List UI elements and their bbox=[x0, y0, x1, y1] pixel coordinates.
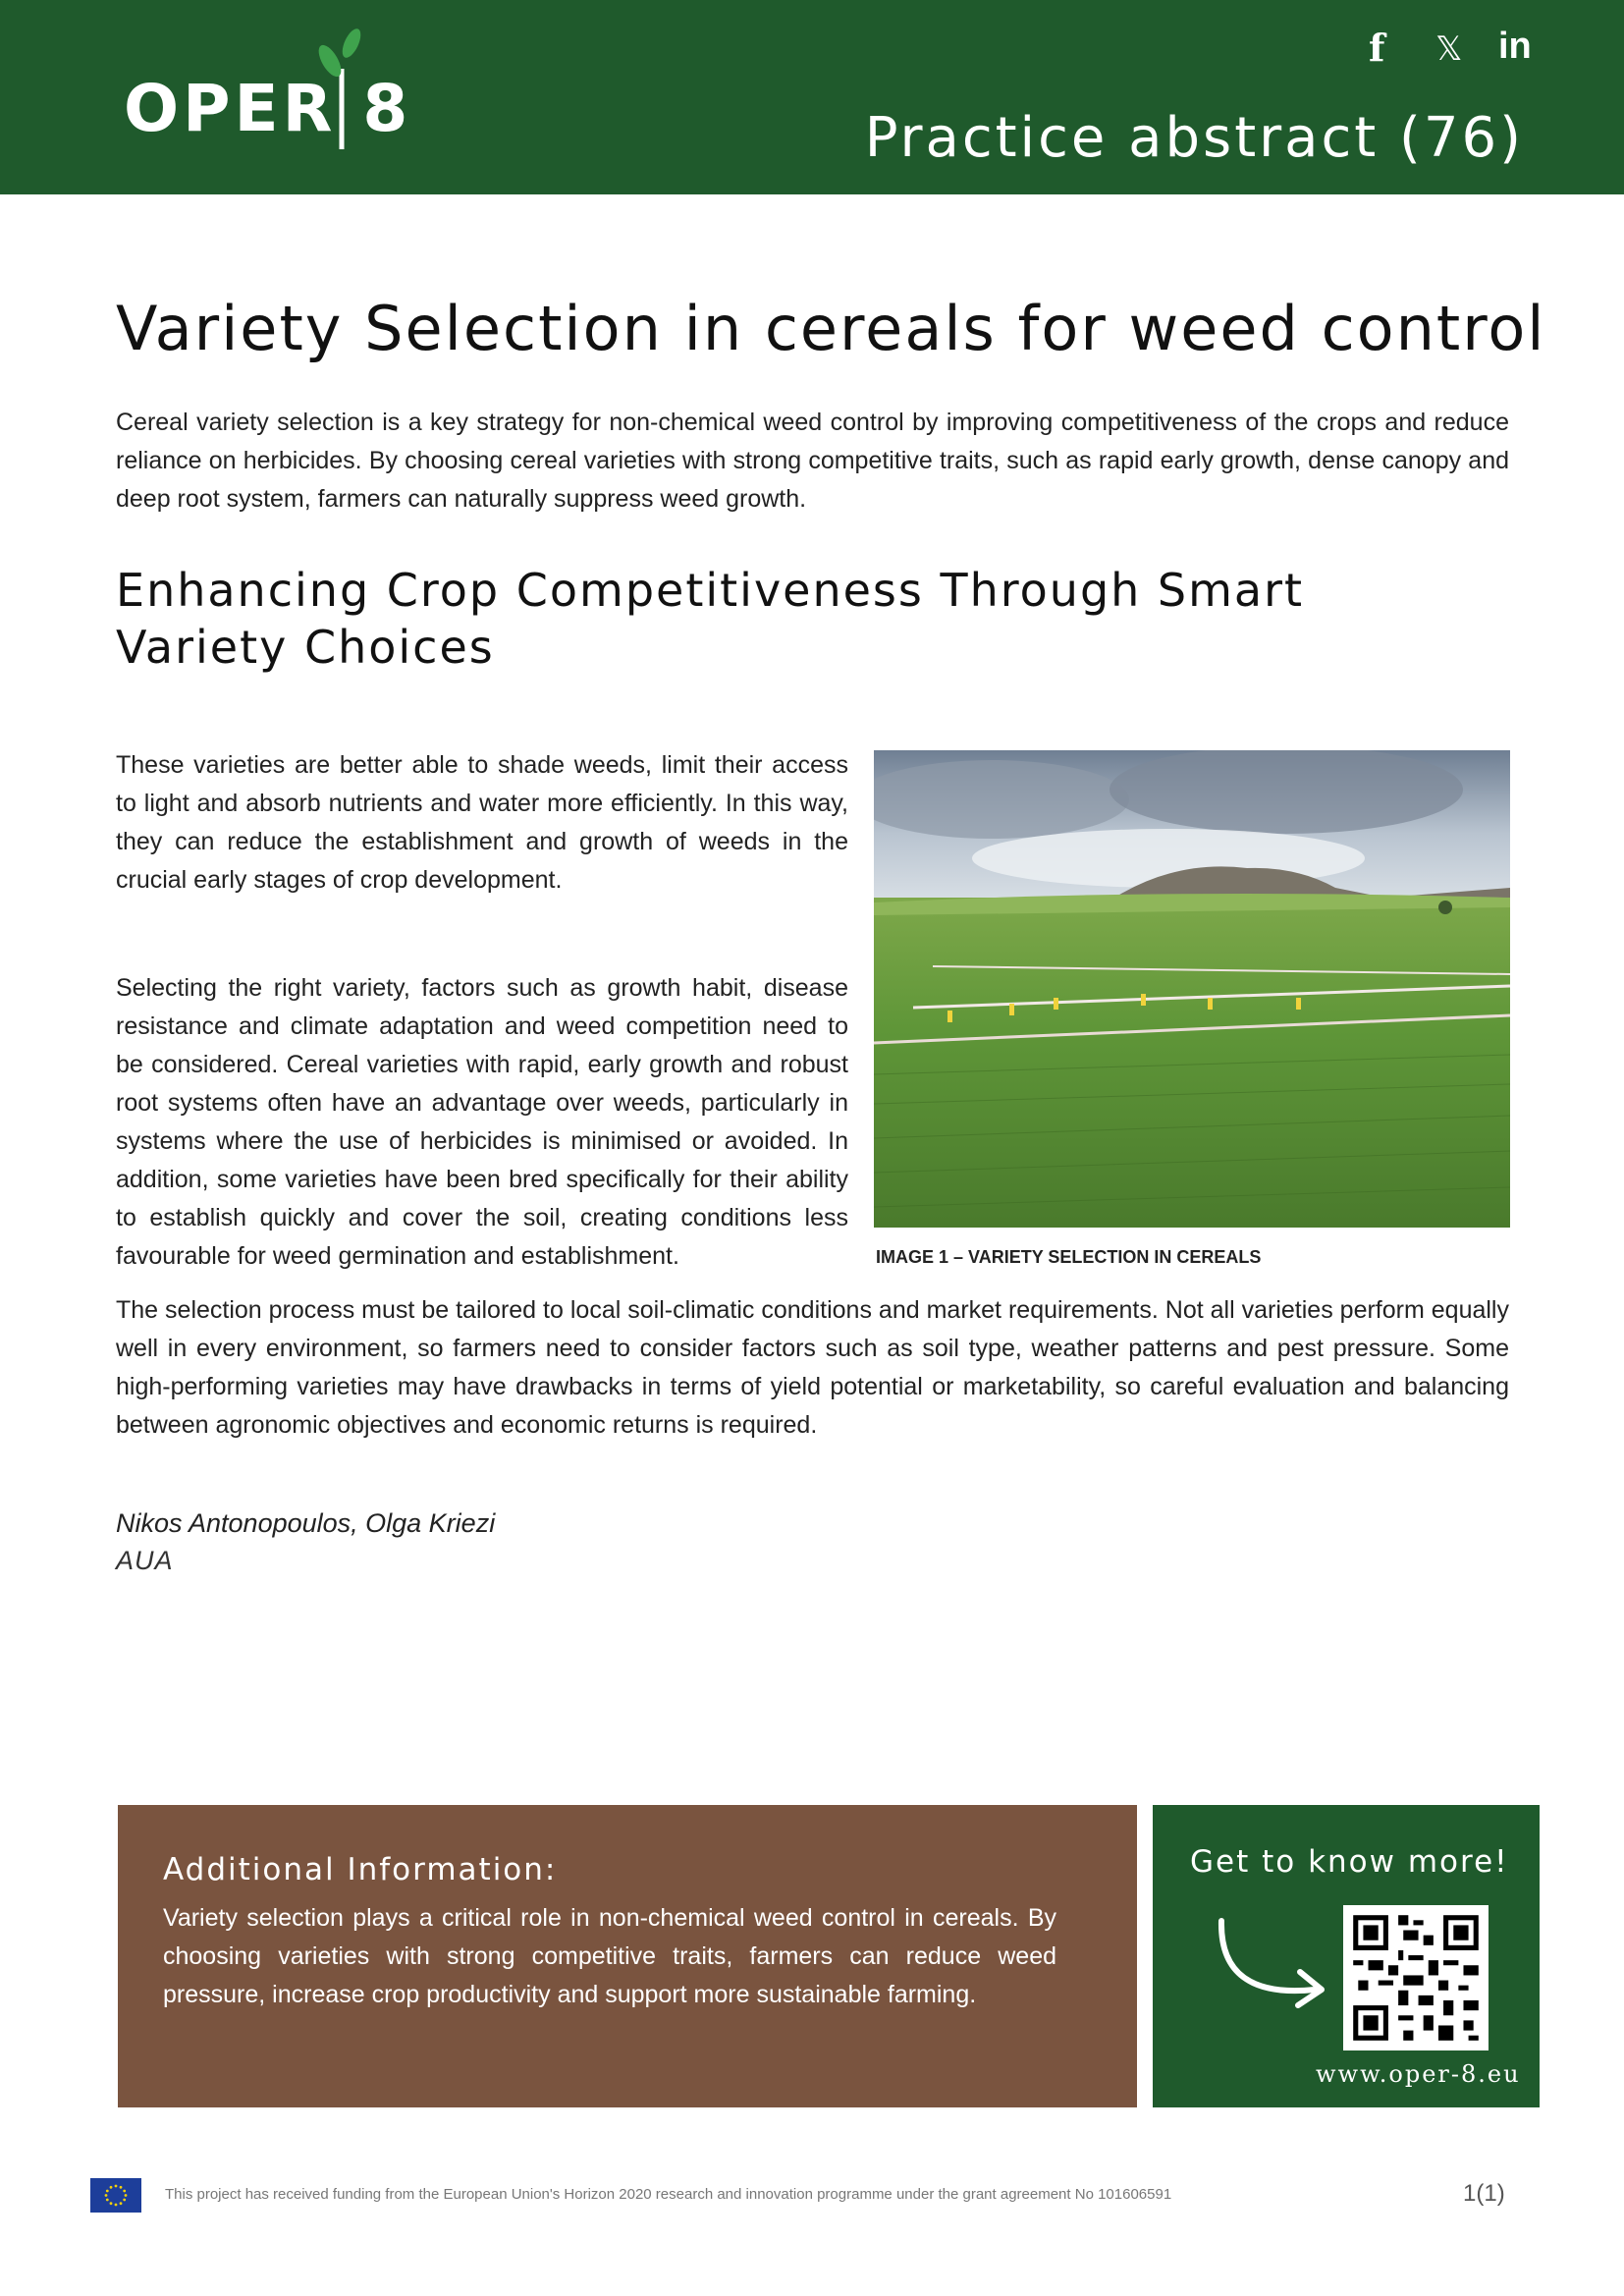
body-paragraph-2: Selecting the right variety, factors such as growth habit, disease resistance and climate adaptation and weed competition need to be considered. Cereal varieties with rapid, early growth and robust root systems often have an advantage over weeds, particularly in systems where the use of herbicides is minimised or avoided. In addition, some varieties have been bred specifically for their ability to establish quickly and cover the soil, creating conditions less favourable for weed germination and establishment. bbox=[116, 974, 848, 1270]
qr-code[interactable] bbox=[1343, 1905, 1489, 2050]
website-link[interactable]: www.oper-8.eu bbox=[1316, 2060, 1521, 2088]
facebook-icon[interactable]: f bbox=[1369, 26, 1385, 70]
page-number: 1(1) bbox=[1463, 2180, 1505, 2207]
linkedin-icon[interactable]: in bbox=[1498, 26, 1532, 67]
x-icon[interactable]: 𝕏 bbox=[1435, 29, 1463, 69]
section-heading: Enhancing Crop Competitiveness Through Smart Variety Choices bbox=[116, 564, 1305, 674]
intro-paragraph: Cereal variety selection is a key strategy for non-chemical weed control by improving competitiveness of the crops and reduce reliance on herbicides. By choosing cereal varieties with strong competitive traits, such as rapid early growth, dense canopy and deep root system, farmers can naturally suppress weed growth. bbox=[116, 409, 1509, 513]
oper8-logo bbox=[124, 22, 418, 149]
logo-text: OPER 8 bbox=[124, 71, 412, 146]
additional-info-text: Variety selection plays a critical role in non-chemical weed control in cereals. By choosing varieties with strong competitive traits, farmers can reduce weed pressure, increase crop productivity and support more sustainable farming. bbox=[163, 1904, 1056, 2008]
eu-flag-icon bbox=[90, 2178, 141, 2213]
image-caption: IMAGE 1 – VARIETY SELECTION IN CEREALS bbox=[876, 1247, 1262, 1267]
header-bar bbox=[0, 0, 1624, 194]
page-title: Variety Selection in cereals for weed control bbox=[116, 293, 1546, 364]
additional-info-box bbox=[118, 1805, 1137, 2107]
body-paragraph-1: These varieties are better able to shade weeds, limit their access to light and absorb nutrients and water more efficiently. In this way, they can reduce the establishment and growth of weeds in the crucial early stages of crop development. bbox=[116, 751, 848, 894]
funding-statement: This project has received funding from the European Union's Horizon 2020 research and innovation programme under the grant agreement No 101606591 bbox=[165, 2186, 1172, 2203]
authors: Nikos Antonopoulos, Olga Kriezi bbox=[116, 1508, 496, 1538]
organization: AUA bbox=[116, 1546, 174, 1575]
get-to-know-more-box bbox=[1153, 1805, 1540, 2107]
cereal-field-photo bbox=[874, 750, 1510, 1228]
additional-info-title: Additional Information: bbox=[163, 1852, 558, 1887]
curved-arrow-icon bbox=[1212, 1911, 1339, 2029]
body-paragraph-3: The selection process must be tailored to local soil-climatic conditions and market requirements. Not all varieties perform equally well in every environment, so farmers need to consider factors such as soil type, weather patterns and pest pressure. Some high-performing varieties may have drawbacks in terms of yield potential or marketability, so careful evaluation and balancing between agronomic objectives and economic returns is required. bbox=[116, 1296, 1509, 1439]
get-to-know-more-title: Get to know more! bbox=[1190, 1844, 1509, 1880]
practice-abstract-label: Practice abstract (76) bbox=[864, 106, 1524, 170]
